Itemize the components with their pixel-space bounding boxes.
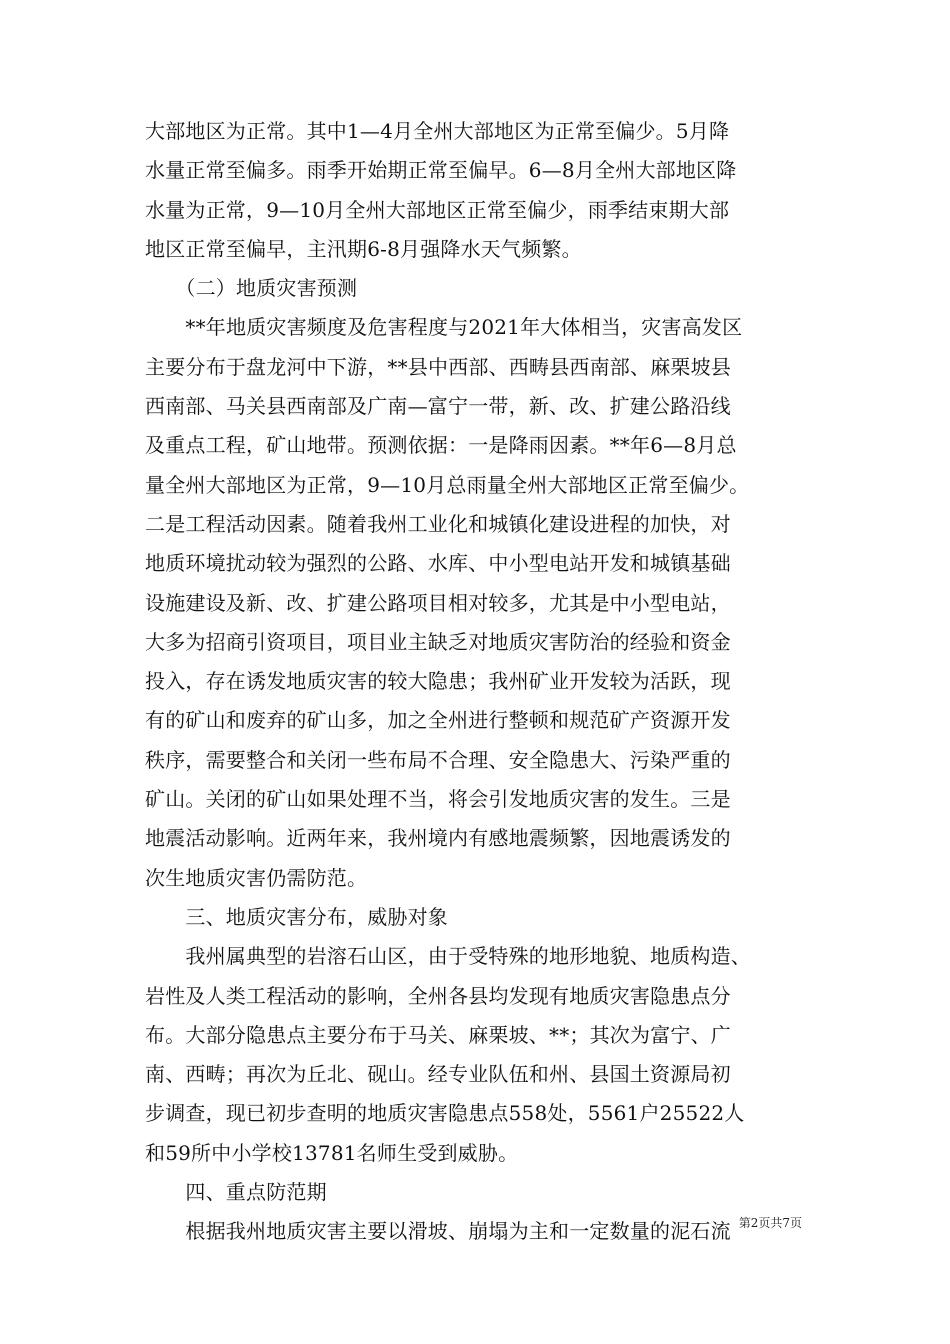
text-line: 三、地质灾害分布，威胁对象 xyxy=(145,904,448,929)
text-line: 水量为正常，9—10月全州大部地区正常至偏少，雨季结束期大部 xyxy=(145,197,730,222)
text-line: 秩序，需要整合和关闭一些布局不合理、安全隐患大、污染严重的 xyxy=(145,747,731,772)
text-line: 西南部、马关县西南部及广南—富宁一带，新、改、扩建公路沿线 xyxy=(145,394,731,419)
text-line: 量全州大部地区为正常，9—10月总雨量全州大部地区正常至偏少。 xyxy=(145,472,750,497)
text-line: 地质环境扰动较为强烈的公路、水库、中小型电站开发和城镇基础 xyxy=(145,551,731,576)
text-line: 四、重点防范期 xyxy=(145,1180,327,1205)
text-line: 矿山。关闭的矿山如果处理不当，将会引发地质灾害的发生。三是 xyxy=(145,787,731,812)
text-line: 投入，存在诱发地质灾害的较大隐患；我州矿业开发较为活跃，现 xyxy=(145,669,731,694)
text-line: 设施建设及新、改、扩建公路项目相对较多，尤其是中小型电站， xyxy=(145,590,731,615)
text-line: 大部地区为正常。其中1—4月全州大部地区为正常至偏少。5月降 xyxy=(145,119,730,143)
text-line: 地震活动影响。近两年来，我州境内有感地震频繁，因地震诱发的 xyxy=(145,826,731,851)
text-line: 岩性及人类工程活动的影响，全州各县均发现有地质灾害隐患点分 xyxy=(145,983,731,1008)
text-line: **年地质灾害频度及危害程度与2021年大体相当，灾害高发区 xyxy=(145,315,743,340)
text-line: 我州属典型的岩溶石山区，由于受特殊的地形地貌、地质构造、 xyxy=(145,944,751,969)
text-line: 根据我州地质灾害主要以滑坡、崩塌为主和一定数量的泥石流 xyxy=(145,1219,731,1244)
text-line: 二是工程活动因素。随着我州工业化和城镇化建设进程的加快，对 xyxy=(145,511,731,536)
text-line: 地区正常至偏早，主汛期6-8月强降水天气频繁。 xyxy=(145,236,582,261)
text-line: 南、西畴；再次为丘北、砚山。经专业队伍和州、县国土资源局初 xyxy=(145,1062,731,1087)
text-line: 有的矿山和废弃的矿山多，加之全州进行整顿和规范矿产资源开发 xyxy=(145,708,731,733)
text-line: 布。大部分隐患点主要分布于马关、麻栗坡、**；其次为富宁、广 xyxy=(145,1022,731,1047)
text-line: 大多为招商引资项目，项目业主缺乏对地质灾害防治的经验和资金 xyxy=(145,629,731,654)
text-line: 水量正常至偏多。雨季开始期正常至偏早。6—8月全州大部地区降 xyxy=(145,158,737,183)
page-number: 第2页共7页 xyxy=(738,1216,802,1230)
document-body xyxy=(145,112,815,1252)
text-line: （二）地质灾害预测 xyxy=(145,276,358,301)
text-line: 及重点工程，矿山地带。预测依据：一是降雨因素。**年6—8月总 xyxy=(145,433,737,458)
text-line: 和59所中小学校13781名师生受到威胁。 xyxy=(145,1140,519,1165)
text-line: 次生地质灾害仍需防范。 xyxy=(145,865,368,890)
text-line: 步调查，现已初步查明的地质灾害隐患点558处，5561户25522人 xyxy=(145,1101,745,1126)
text-line: 主要分布于盘龙河中下游，**县中西部、西畴县西南部、麻栗坡县 xyxy=(145,354,731,379)
